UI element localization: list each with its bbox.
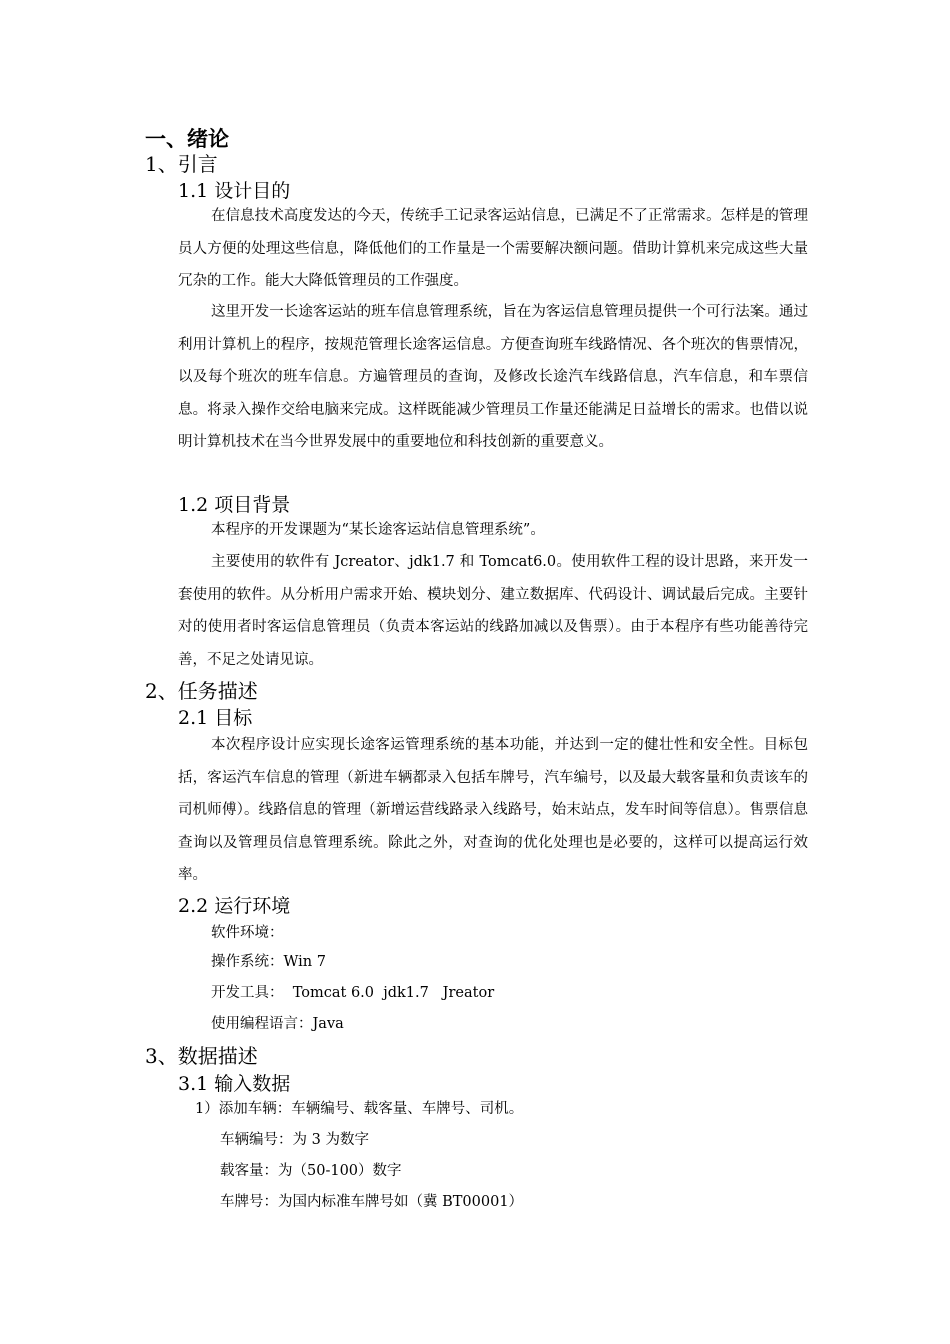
- subsection-heading-goal: 2.1 目标: [178, 707, 253, 729]
- subsection-heading-design-purpose: 1.1 设计目的: [178, 180, 291, 202]
- chapter-heading: 一、绪论: [145, 126, 229, 151]
- section-heading-intro: 1、引言: [145, 152, 218, 176]
- paragraph-project-background-1: 本程序的开发课题为“某长途客运站信息管理系统”。: [211, 522, 545, 538]
- env-language-line: 使用编程语言：Java: [211, 1016, 344, 1032]
- env-os-line: 操作系统：Win 7: [211, 954, 326, 970]
- input-item-plate-number: 车牌号：为国内标准车牌号如（冀 BT00001）: [220, 1194, 524, 1210]
- paragraph-design-purpose-2: 这里开发一长途客运站的班车信息管理系统，旨在为客运信息管理员提供一个可行法案。通过利用计算机上的程序，按规范管理长途客运信息。方便查询班车线路情况、各个班次的售票情况，以及每个班次的班车信息。方遍管理员的查询，及修改长途汽车线路信息，汽车信息，和车票信息。将录入操作交给电脑来完成。这样既能减少管理员工作量还能满足日益增长的需求。也借以说明计算机技术在当今世界发展中的重要地位和科技创新的重要意义。: [178, 304, 808, 450]
- paragraph-goal: 本次程序设计应实现长途客运管理系统的基本功能，并达到一定的健壮性和安全性。目标包括，客运汽车信息的管理（新进车辆都录入包括车牌号，汽车编号，以及最大载客量和负责该车的司机师傅）。线路信息的管理（新增运营线路录入线路号，始末站点，发车时间等信息）。售票信息查询以及管理员信息管理系统。除此之外，对查询的优化处理也是必要的，这样可以提高运行效率。: [178, 737, 808, 883]
- paragraph-project-background-2: 主要使用的软件有 Jcreator、jdk1.7 和 Tomcat6.0。使用软件工程的设计思路，来开发一套使用的软件。从分析用户需求开始、模块划分、建立数据库、代码设计、调试最后完成。主要针对的使用者时客运信息管理员（负责本客运站的线路加减以及售票）。由于本程序有些功能善待完善，不足之处请见谅。: [178, 554, 808, 668]
- input-item-vehicle-number: 车辆编号：为 3 为数字: [220, 1132, 369, 1148]
- subsection-heading-input-data: 3.1 输入数据: [178, 1073, 291, 1095]
- section-heading-task-description: 2、任务描述: [145, 679, 258, 703]
- env-tools-line: 开发工具： Tomcat 6.0 jdk1.7 Jreator: [211, 985, 495, 1001]
- subsection-heading-environment: 2.2 运行环境: [178, 895, 291, 917]
- input-item-add-vehicle: 1）添加车辆：车辆编号、载客量、车牌号、司机。: [195, 1101, 524, 1117]
- paragraph-design-purpose-1: 在信息技术高度发达的今天，传统手工记录客运站信息，已满足不了正常需求。怎样是的管理员人方便的处理这些信息，降低他们的工作量是一个需要解决额问题。借助计算机来完成这些大量冗杂的工作。能大大降低管理员的工作强度。: [178, 208, 808, 289]
- section-heading-data-description: 3、数据描述: [145, 1044, 258, 1068]
- subsection-heading-project-background: 1.2 项目背景: [178, 494, 291, 516]
- input-item-capacity: 载客量：为（50-100）数字: [220, 1163, 402, 1179]
- env-software-label: 软件环境：: [211, 925, 284, 941]
